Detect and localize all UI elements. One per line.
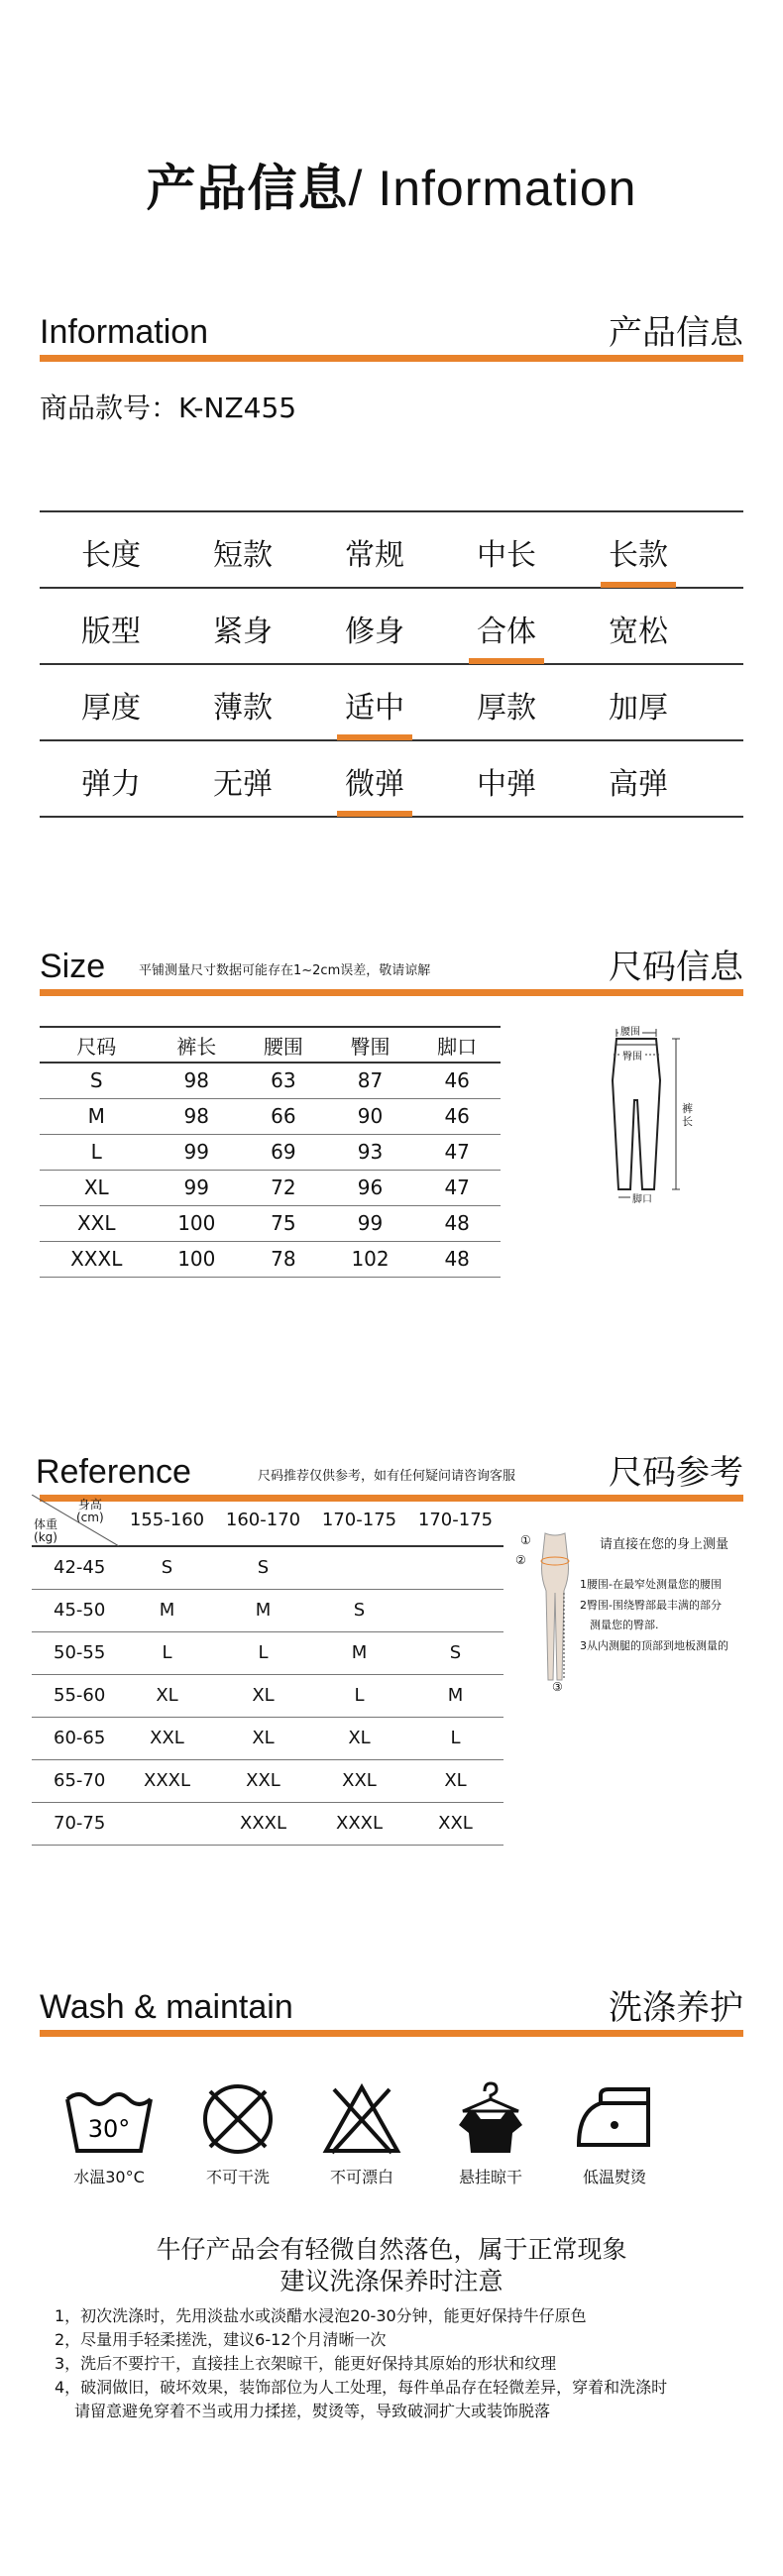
- reference-size-cell: S: [119, 1546, 215, 1589]
- reference-weight-cell: 65-70: [32, 1759, 119, 1802]
- body-silhouette-icon: [530, 1531, 580, 1700]
- reference-weight-cell: 42-45: [32, 1546, 119, 1589]
- size-cell: 99: [327, 1205, 414, 1241]
- reference-size-cell: XL: [311, 1717, 407, 1759]
- model-number: 商品款号：K-NZ455: [40, 392, 297, 424]
- wash-item-water-temp: [50, 2081, 168, 2187]
- wash-label-hang-dry: 悬挂晾干: [458, 2168, 522, 2186]
- size-cell: 48: [413, 1205, 501, 1241]
- reference-size-cell: XXXL: [215, 1802, 311, 1845]
- info-section-cn: 产品信息: [609, 313, 743, 353]
- reference-size-cell: S: [407, 1631, 503, 1674]
- attribute-option: 短款: [213, 538, 273, 573]
- size-cell: 90: [327, 1098, 414, 1134]
- attribute-option: 高弹: [609, 767, 668, 802]
- reference-size-cell: XL: [407, 1759, 503, 1802]
- size-cell: 46: [413, 1063, 501, 1098]
- size-cell: XXL: [40, 1205, 153, 1241]
- reference-size-cell: [407, 1546, 503, 1589]
- wash-section-en: Wash & maintain: [40, 1988, 293, 2026]
- reference-size-cell: L: [215, 1631, 311, 1674]
- size-header-cell: 腰围: [240, 1027, 327, 1063]
- info-section-bar: [40, 355, 743, 362]
- measure-line-2a: 2臀围-围绕臀部最丰满的部分: [580, 1599, 722, 1612]
- reference-weight-cell: 70-75: [32, 1802, 119, 1845]
- reference-height-cell: 170-175: [407, 1495, 503, 1546]
- reference-size-cell: [311, 1546, 407, 1589]
- attribute-option: 合体: [437, 607, 576, 650]
- size-section-en: Size: [40, 948, 106, 985]
- reference-table: [32, 1495, 503, 1846]
- size-cell: 102: [327, 1241, 414, 1277]
- size-cell: 99: [153, 1170, 240, 1205]
- size-cell: XXXL: [40, 1241, 153, 1277]
- wash-30-icon: [59, 2081, 159, 2157]
- attribute-option: 薄款: [213, 691, 273, 726]
- size-cell: 96: [327, 1170, 414, 1205]
- size-header-cell: 尺码: [40, 1027, 153, 1063]
- reference-corner: [32, 1495, 119, 1546]
- size-section-bar: [40, 989, 743, 996]
- table-row: [32, 1802, 503, 1845]
- attribute-option: 修身: [345, 615, 404, 649]
- no-dry-clean-icon: [188, 2081, 287, 2157]
- reference-size-cell: S: [215, 1546, 311, 1589]
- table-row: [32, 1631, 503, 1674]
- size-table: [40, 1026, 501, 1278]
- reference-weight-cell: 55-60: [32, 1674, 119, 1717]
- attribute-name: 版型: [81, 615, 141, 649]
- wash-label-no-dry-clean: 不可干洗: [205, 2168, 270, 2186]
- measure-line-1: 1腰围-在最窄处测量您的腰围: [580, 1578, 722, 1591]
- size-cell: 93: [327, 1134, 414, 1170]
- reference-size-cell: [119, 1802, 215, 1845]
- wash-label-temp: 水温30°C: [73, 2168, 145, 2186]
- reference-section-en: Reference: [36, 1453, 191, 1491]
- table-row: [40, 1205, 501, 1241]
- size-cell: 87: [327, 1063, 414, 1098]
- pants-diagram: [595, 1021, 724, 1219]
- low-iron-icon: [565, 2081, 664, 2157]
- wash-note-4-cont: 请留意避免穿着不当或用力揉搓，熨烫等，导致破洞扩大或装饰脱落: [74, 2402, 551, 2420]
- table-row: [40, 1098, 501, 1134]
- measure-title: 请直接在您的身上测量: [600, 1537, 729, 1552]
- wash-label-low-iron: 低温熨烫: [582, 2168, 646, 2186]
- size-cell: 72: [240, 1170, 327, 1205]
- reference-height-cell: 155-160: [119, 1495, 215, 1546]
- size-cell: M: [40, 1098, 153, 1134]
- reference-size-cell: L: [407, 1717, 503, 1759]
- attribute-option: 长款: [569, 530, 708, 574]
- table-row: [40, 1134, 501, 1170]
- attribute-option: 适中: [305, 683, 444, 727]
- wash-item-no-bleach: [302, 2081, 421, 2187]
- size-cell: 100: [153, 1241, 240, 1277]
- reference-size-cell: XL: [215, 1717, 311, 1759]
- table-row: [40, 1063, 501, 1098]
- wash-section-bar: [40, 2030, 743, 2037]
- wash-item-hang-dry: [431, 2081, 550, 2187]
- size-cell: L: [40, 1134, 153, 1170]
- reference-size-cell: XXXL: [119, 1759, 215, 1802]
- attribute-option: 微弹: [305, 759, 444, 803]
- wash-note-2: 2，尽量用手轻柔搓洗，建议6-12个月清晰一次: [55, 2330, 387, 2349]
- attribute-option: 宽松: [609, 615, 668, 649]
- wash-temp-text: 30°: [87, 2115, 131, 2143]
- reference-weight-cell: 50-55: [32, 1631, 119, 1674]
- wash-section-cn: 洗涤养护: [609, 1988, 743, 2028]
- size-cell: XL: [40, 1170, 153, 1205]
- reference-size-cell: XXL: [311, 1759, 407, 1802]
- hang-dry-icon: [441, 2081, 540, 2157]
- size-cell: 98: [153, 1063, 240, 1098]
- size-cell: 75: [240, 1205, 327, 1241]
- wash-headline-1: 牛仔产品会有轻微自然落色，属于正常现象: [156, 2235, 627, 2264]
- reference-weight-cell: 60-65: [32, 1717, 119, 1759]
- size-cell: 63: [240, 1063, 327, 1098]
- wash-note-1: 1，初次洗涤时，先用淡盐水或淡醋水浸泡20-30分钟，能更好保持牛仔原色: [55, 2306, 587, 2325]
- table-row: [40, 1241, 501, 1277]
- reference-size-cell: L: [311, 1674, 407, 1717]
- diagram-length-label: 裤长: [682, 1102, 693, 1128]
- attribute-row: [40, 663, 743, 739]
- size-cell: 99: [153, 1134, 240, 1170]
- reference-size-cell: XXL: [119, 1717, 215, 1759]
- reference-size-cell: M: [215, 1589, 311, 1631]
- size-section-header: [40, 937, 743, 996]
- reference-weight-cell: 45-50: [32, 1589, 119, 1631]
- reference-height-cell: 170-175: [311, 1495, 407, 1546]
- wash-item-no-dry-clean: [178, 2081, 297, 2187]
- attribute-option: 厚款: [477, 691, 536, 726]
- size-table-header: [40, 1027, 501, 1063]
- attribute-option: 紧身: [213, 615, 273, 649]
- reference-section-cn: 尺码参考: [609, 1453, 743, 1493]
- wash-section-header: [40, 1977, 743, 2037]
- size-header-cell: 臀围: [327, 1027, 414, 1063]
- size-cell: 78: [240, 1241, 327, 1277]
- measure-line-2b: 测量您的臀部.: [590, 1619, 659, 1631]
- page-title-en: / Information: [348, 161, 637, 216]
- reference-size-cell: M: [407, 1674, 503, 1717]
- size-cell: 66: [240, 1098, 327, 1134]
- reference-table-header: [32, 1495, 503, 1546]
- measure-num-3: ③: [552, 1680, 563, 1694]
- size-cell: 47: [413, 1134, 501, 1170]
- wash-item-low-iron: [555, 2081, 674, 2187]
- pants-outline-icon: [595, 1021, 724, 1219]
- wash-label-no-bleach: 不可漂白: [329, 2168, 393, 2186]
- attribute-option: 中长: [477, 538, 536, 573]
- size-header-cell: 裤长: [153, 1027, 240, 1063]
- size-section-note: 平铺测量尺寸数据可能存在1~2cm误差，敬请谅解: [139, 963, 431, 978]
- reference-size-cell: [407, 1589, 503, 1631]
- reference-size-cell: S: [311, 1589, 407, 1631]
- attribute-name: 弹力: [81, 767, 141, 802]
- size-cell: 69: [240, 1134, 327, 1170]
- reference-height-cell: 160-170: [215, 1495, 311, 1546]
- diagram-hip-label: 臀围: [620, 1048, 644, 1063]
- attribute-option: 中弹: [477, 767, 536, 802]
- attribute-row: [40, 587, 743, 663]
- measurement-guide: [515, 1531, 758, 1700]
- reference-size-cell: XXL: [407, 1802, 503, 1845]
- reference-size-cell: XL: [119, 1674, 215, 1717]
- measure-num-1: ①: [520, 1533, 531, 1547]
- wash-notes: [55, 2304, 748, 2423]
- reference-size-cell: XXL: [215, 1759, 311, 1802]
- table-row: [32, 1717, 503, 1759]
- reference-size-cell: M: [311, 1631, 407, 1674]
- reference-size-cell: L: [119, 1631, 215, 1674]
- size-section-cn: 尺码信息: [609, 948, 743, 987]
- reference-size-cell: M: [119, 1589, 215, 1631]
- corner-diagonal-icon: [32, 1495, 119, 1546]
- reference-size-cell: XL: [215, 1674, 311, 1717]
- corner-weight-label: 体重 (kg): [34, 1517, 58, 1544]
- table-row: [32, 1759, 503, 1802]
- table-row: [40, 1170, 501, 1205]
- table-row: [32, 1589, 503, 1631]
- measure-line-3: 3从内测腿的顶部到地板测量的: [580, 1639, 728, 1652]
- size-cell: 46: [413, 1098, 501, 1134]
- attribute-row: [40, 739, 743, 816]
- diagram-hem-label: 脚口: [632, 1194, 652, 1205]
- size-cell: S: [40, 1063, 153, 1098]
- info-section-header: [40, 302, 743, 362]
- reference-size-cell: XXXL: [311, 1802, 407, 1845]
- measure-num-2: ②: [515, 1553, 526, 1567]
- table-row: [32, 1674, 503, 1717]
- wash-note-4: 4，破洞做旧，破坏效果，装饰部位为人工处理，每件单品存在轻微差异，穿着和洗涤时: [55, 2378, 668, 2397]
- attribute-name: 长度: [81, 538, 141, 573]
- size-cell: 100: [153, 1205, 240, 1241]
- wash-headline-2: 建议洗涤保养时注意: [280, 2267, 503, 2296]
- no-bleach-icon: [312, 2081, 411, 2157]
- attribute-name: 厚度: [81, 691, 141, 726]
- reference-section-header: [36, 1442, 743, 1502]
- size-header-cell: 脚口: [413, 1027, 501, 1063]
- reference-section-note: 尺码推荐仅供参考，如有任何疑问请咨询客服: [258, 1469, 516, 1484]
- size-cell: 48: [413, 1241, 501, 1277]
- diagram-waist-label: 腰围: [618, 1023, 642, 1038]
- wash-note-3: 3，洗后不要拧干，直接挂上衣架晾干，能更好保持其原始的形状和纹理: [55, 2354, 557, 2373]
- corner-height-label: 身高 (cm): [76, 1498, 104, 1524]
- size-cell: 47: [413, 1170, 501, 1205]
- attribute-option: 常规: [345, 538, 404, 573]
- size-cell: 98: [153, 1098, 240, 1134]
- attribute-option: 加厚: [609, 691, 668, 726]
- page-title: [0, 149, 783, 220]
- info-section-en: Information: [40, 313, 209, 351]
- table-row: [32, 1546, 503, 1589]
- page-title-cn: 产品信息: [146, 160, 349, 217]
- attribute-grid: [40, 510, 743, 818]
- attribute-row: [40, 510, 743, 587]
- attribute-option: 无弹: [213, 767, 273, 802]
